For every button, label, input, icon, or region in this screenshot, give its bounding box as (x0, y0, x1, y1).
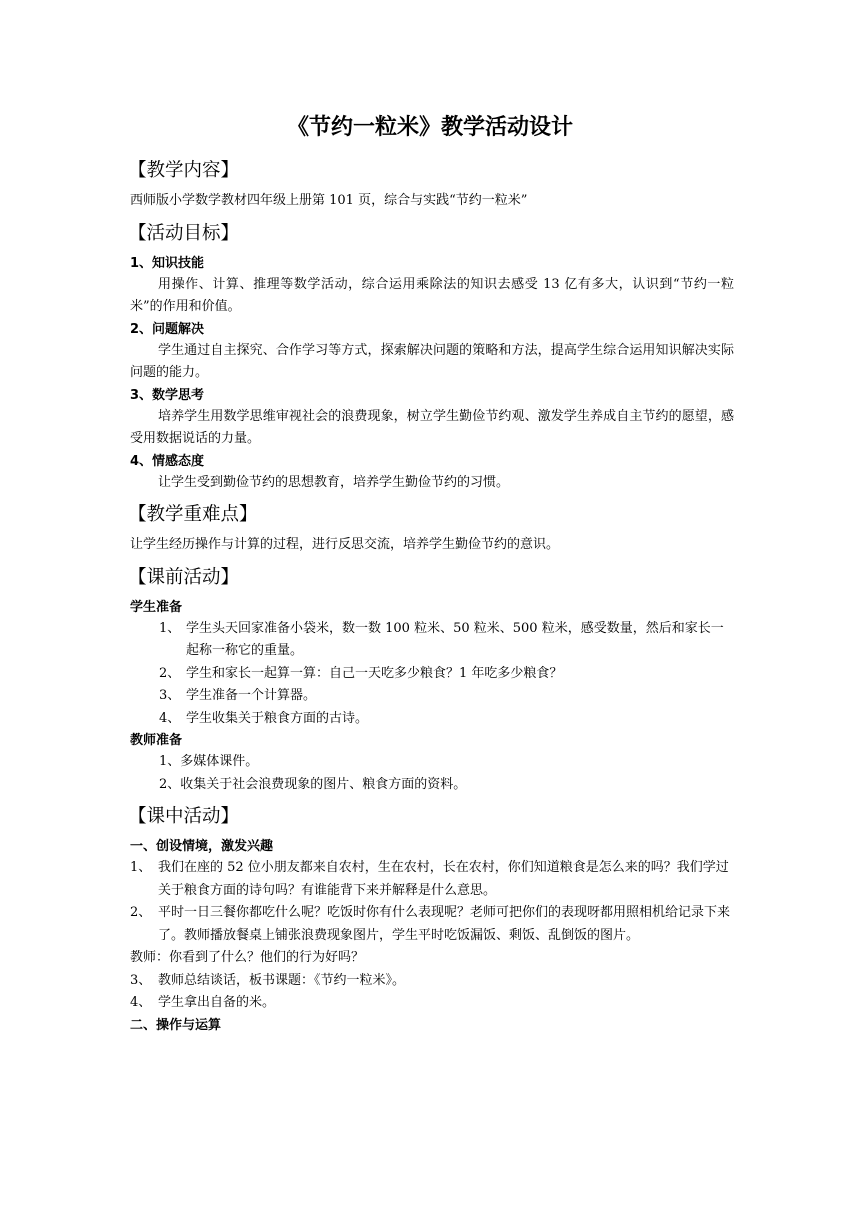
student-prep-title: 学生准备 (130, 599, 183, 615)
goal-title-1: 1、知识技能 (130, 255, 205, 271)
key-points-text: 让学生经历操作与计算的过程，进行反思交流，培养学生勤俭节约的意识。 (130, 537, 560, 552)
list-item-number: 1、 (159, 620, 181, 636)
list-item-text: 教师总结谈话，板书课题：《节约一粒米》。 (158, 972, 406, 988)
goal-text-2: 学生通过自主探究、合作学习等方式，探索解决问题的策略和方法，提高学生综合运用知识解决实际问题的能力。 (130, 342, 734, 380)
document-title: 《节约一粒米》教学活动设计 (286, 115, 573, 140)
section-heading-goals: 【活动目标】 (128, 222, 240, 244)
list-item-text: 学生收集关于粮食方面的古诗。 (186, 710, 369, 726)
list-item-text: 学生头天回家准备小袋米，数一数 100 粒米、50 粒米、500 粒米，感受数量，然后和家长一起称一称它的重量。 (186, 620, 724, 658)
list-item: 1、多媒体课件。 (159, 754, 259, 769)
list-item: 2、收集关于社会浪费现象的图片、粮食方面的资料。 (159, 776, 467, 792)
list-item-number: 4、 (130, 995, 152, 1010)
section-heading-key-points: 【教学重难点】 (128, 504, 258, 525)
goal-text-3: 培养学生用数学思维审视社会的浪费现象，树立学生勤俭节约观、激发学生养成自主节约的愿望，感受用数据说话的力量。 (130, 408, 734, 446)
list-item-number: 4、 (159, 710, 181, 726)
document-body (130, 156, 734, 1036)
list-item-number: 3、 (130, 972, 152, 988)
goal-title-3: 3、数学思考 (130, 387, 205, 403)
list-item-text: 平时一日三餐你都吃什么呢？吃饭时你有什么表现呢？老师可把你们的表现呀都用照相机给记录下来了。教师播放餐桌上铺张浪费现象图片，学生平时吃饭漏饭、剩饭、乱倒饭的图片。 (158, 905, 731, 943)
teacher-question: 教师：你看到了什么？他们的行为好吗？ (130, 950, 365, 965)
list-item (130, 902, 734, 947)
list-item-text: 我们在座的 52 位小朋友都来自农村，生在农村，长在农村，你们知道粮食是怎么来的吗？我们学过关于粮食方面的诗句吗？有谁能背下来并解释是什么意思。 (158, 860, 729, 898)
list-item (130, 685, 734, 708)
list-item-text: 学生和家长一起算一算：自己一天吃多少粮食？1 年吃多少粮食？ (186, 665, 563, 681)
section-heading-in-class: 【课中活动】 (128, 806, 240, 827)
goal-title-4: 4、情感态度 (130, 453, 205, 469)
section-heading-content: 【教学内容】 (128, 160, 240, 181)
teacher-prep-title: 教师准备 (130, 733, 183, 748)
list-item-text: 学生准备一个计算器。 (186, 688, 317, 703)
list-item (130, 857, 734, 902)
section-heading-pre-class: 【课前活动】 (128, 566, 240, 588)
content-text: 西师版小学数学教材四年级上册第 101 页，综合与实践“节约一粒米” (130, 193, 528, 208)
goal-title-2: 2、问题解决 (130, 321, 205, 337)
list-item-number: 2、 (130, 905, 152, 920)
list-item (130, 970, 734, 993)
list-item (130, 618, 734, 663)
list-item-number: 1、 (130, 860, 152, 875)
list-item (130, 992, 734, 1015)
part-two-title: 二、操作与运算 (130, 1017, 222, 1033)
list-item-number: 2、 (159, 665, 181, 681)
part-one-title: 一、创设情境，激发兴趣 (130, 839, 274, 854)
goal-text-1: 用操作、计算、推理等数学活动，综合运用乘除法的知识去感受 13 亿有多大，认识到“节约一粒米”的作用和价值。 (130, 276, 734, 314)
list-item (130, 663, 734, 686)
goal-text-4: 让学生受到勤俭节约的思想教育，培养学生勤俭节约的习惯。 (158, 474, 510, 490)
list-item (130, 708, 734, 731)
list-item-text: 学生拿出自备的米。 (158, 995, 276, 1010)
list-item-number: 3、 (159, 688, 181, 703)
